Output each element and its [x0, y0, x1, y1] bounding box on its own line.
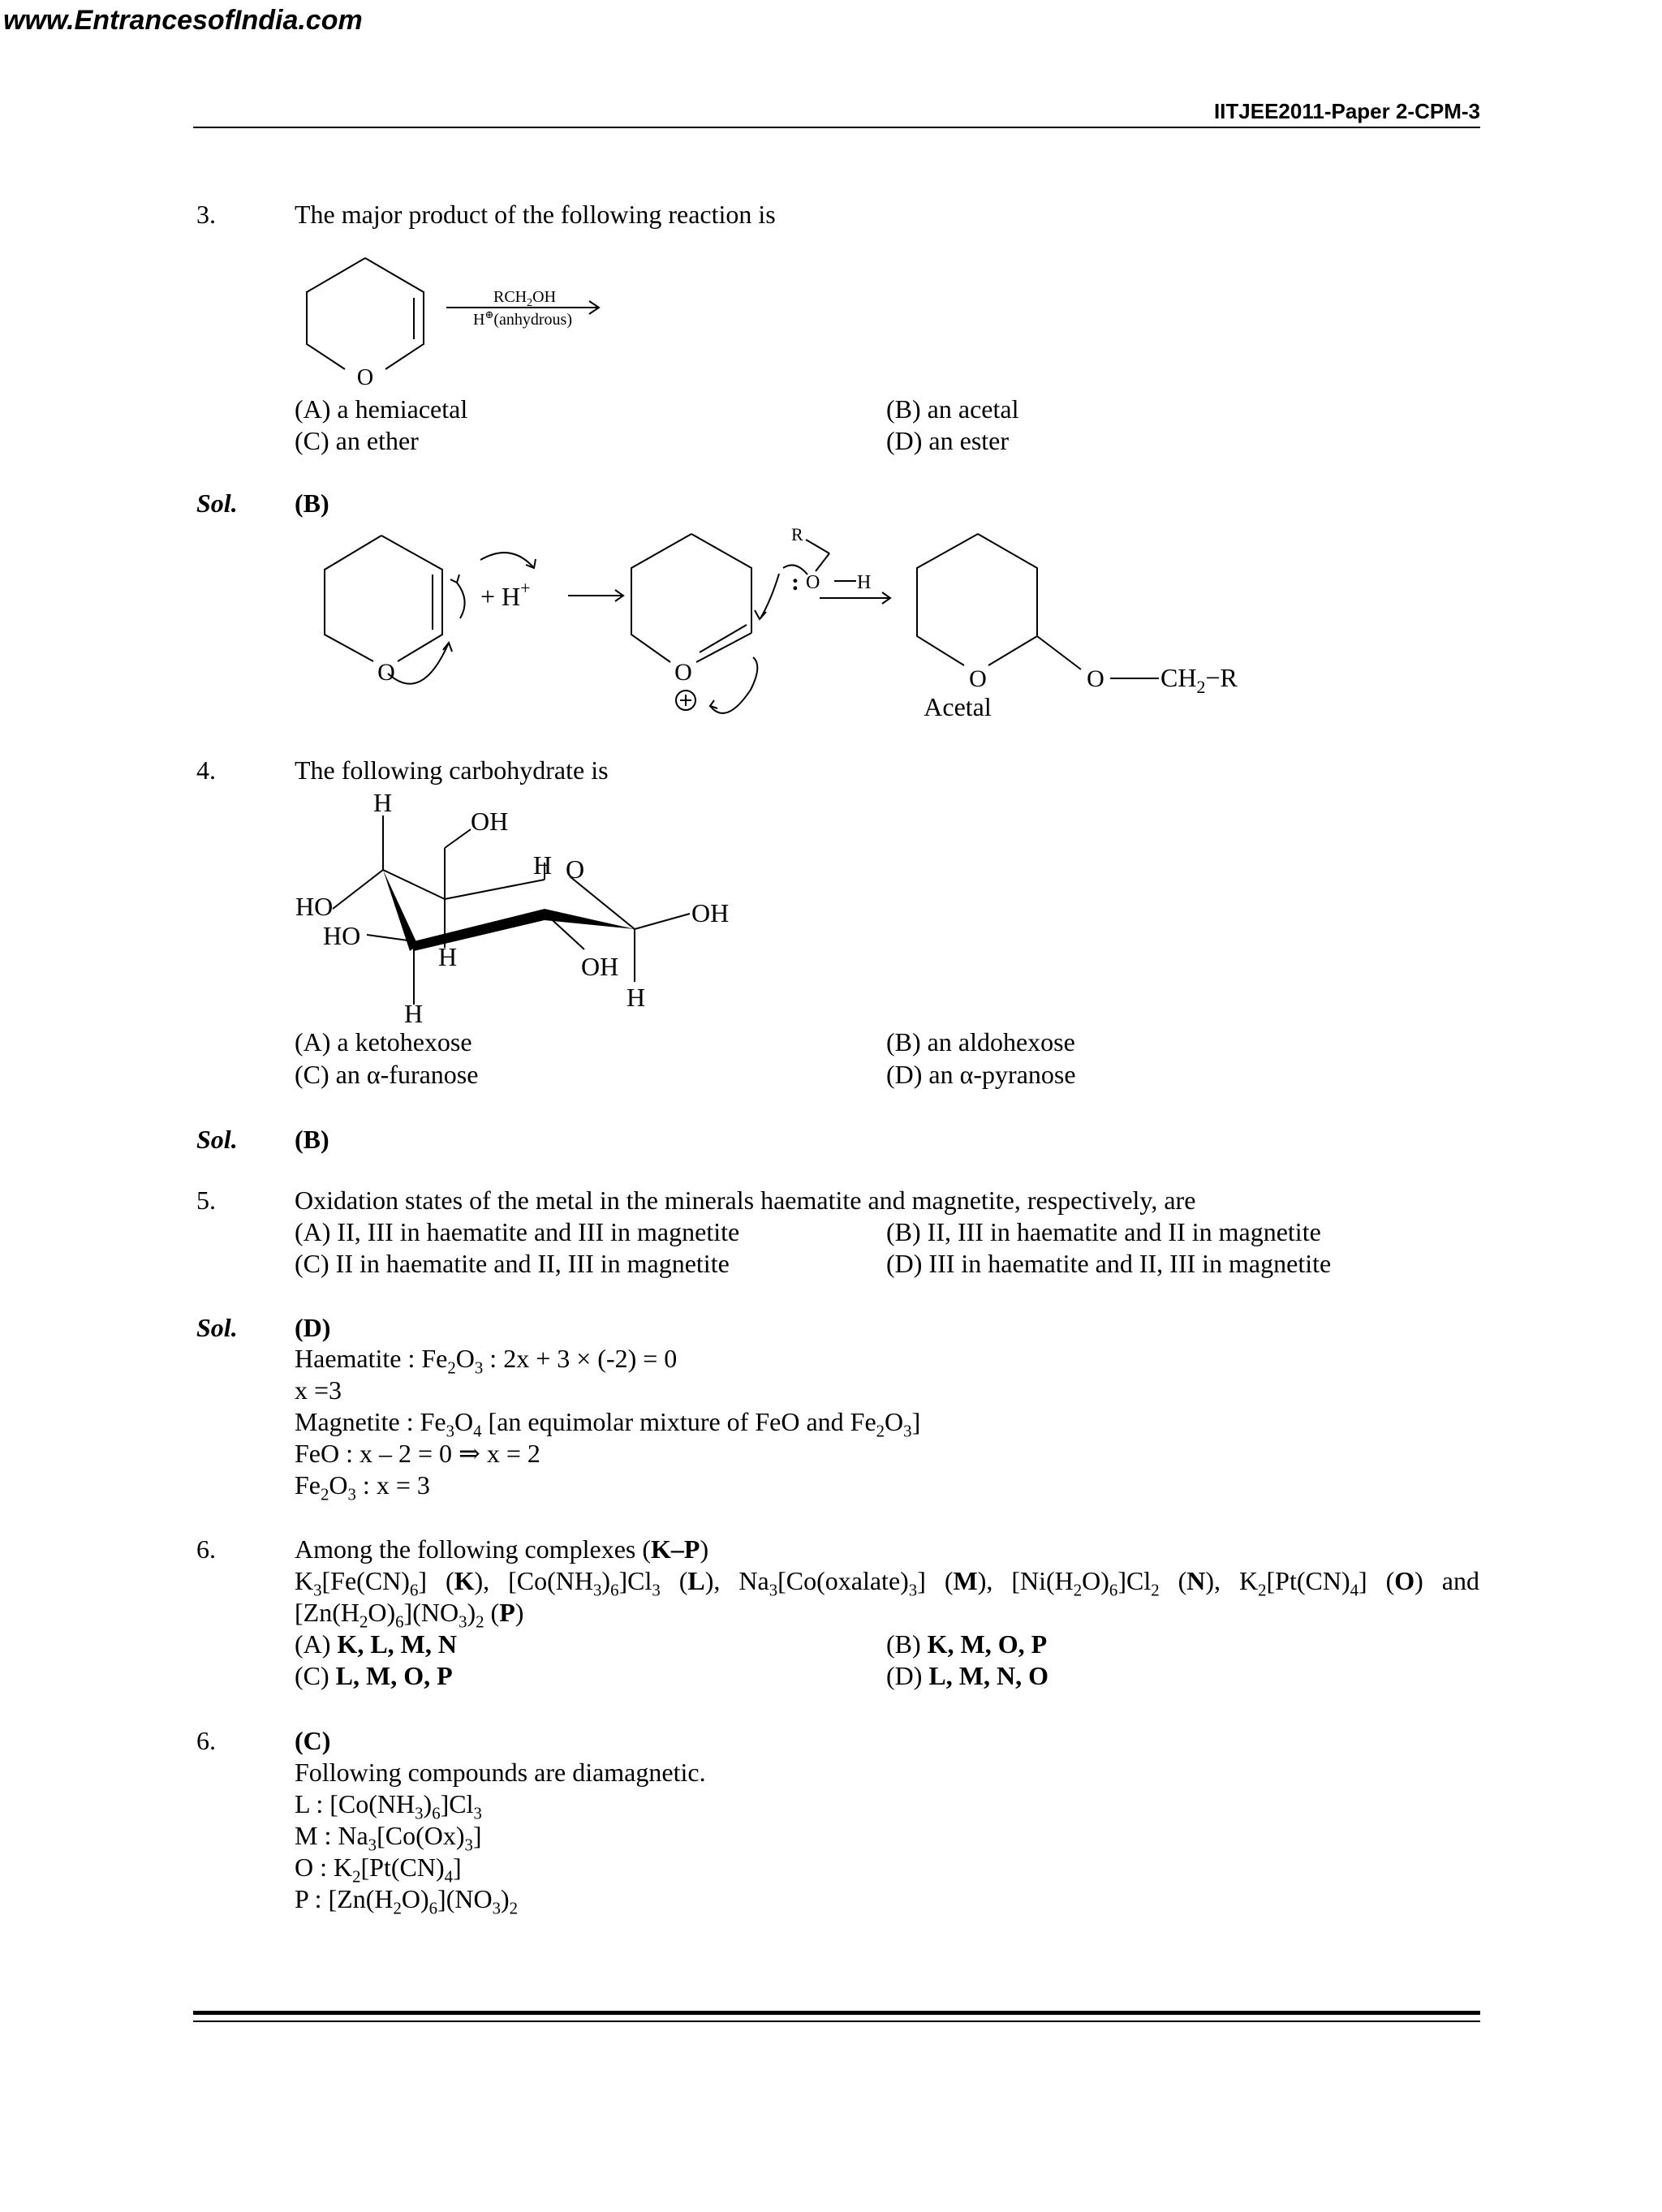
- reaction-scheme-q3: [292, 247, 617, 394]
- solution-number: 6.: [196, 1726, 216, 1755]
- option-d: (D) an α-pyranose: [886, 1060, 1076, 1089]
- option-a: (A) a hemiacetal: [295, 394, 468, 424]
- svg-text:H: H: [533, 850, 553, 880]
- question-number: 6.: [196, 1534, 216, 1564]
- carbohydrate-structure: [292, 787, 779, 1031]
- header-rule: [193, 127, 1480, 128]
- curved-arrow: [710, 657, 757, 713]
- option-c: (C) an α-furanose: [295, 1060, 479, 1089]
- svg-text:OH: OH: [581, 952, 619, 981]
- option-b: (B) K, M, O, P: [886, 1629, 1048, 1659]
- solution-line: Magnetite : $Fe_3O_4$ [an equimolar mixture of FeO and $Fe_2O_3$]: [295, 1407, 921, 1441]
- complex-list: $K_3[Fe(CN)_6]$ (K), $[Co(NH_3)_6]Cl_3$ (L), $Na_3[Co(oxalate)_3]$ (M), $[Ni(H_2O)_6]Cl_2$ (N), $K_2[Pt(CN)_4]$ (O) and: [295, 1566, 1479, 1600]
- solution-line: L : $[Co(NH_3)_6]Cl_3$: [295, 1789, 482, 1823]
- solution-line: M : $Na_3[Co(Ox)_3]$: [295, 1821, 482, 1855]
- watermark[interactable]: www.EntrancesofIndia.com: [3, 5, 363, 36]
- solution-answer: (D): [295, 1313, 331, 1342]
- curved-arrow: [480, 553, 534, 568]
- solution-line: $Fe_2O_3$ : x = 3: [295, 1470, 430, 1504]
- question-text: Oxidation states of the metal in the minerals haematite and magnetite, respectively, are: [295, 1186, 1196, 1215]
- bond: [635, 914, 690, 929]
- option-b: (B) an acetal: [886, 394, 1019, 424]
- svg-text:H: H: [626, 983, 646, 1012]
- curved-arrow: [760, 574, 779, 618]
- option-d: (D) III in haematite and II, III in magnetite: [886, 1249, 1332, 1278]
- svg-text:OH: OH: [471, 807, 509, 836]
- ring-bond: [325, 536, 381, 661]
- r-group: R: [791, 524, 803, 544]
- ring-oxygen: O: [969, 665, 987, 692]
- bond: [806, 540, 829, 553]
- bond: [1037, 636, 1081, 669]
- question-text: Among the following complexes (K–P): [295, 1534, 709, 1564]
- bond: [445, 829, 471, 848]
- bond: [445, 880, 545, 899]
- solution-line: O : $K_2[Pt(CN)_4]$: [295, 1853, 462, 1887]
- solution-line: FeO : x – 2 = 0 ⇒ x = 2: [295, 1439, 540, 1468]
- bond: [333, 870, 383, 909]
- svg-text:RCH2OH: $RCH_2OH$: [493, 288, 557, 309]
- svg-text:OH: OH: [691, 898, 730, 927]
- question-number: 4.: [196, 755, 216, 785]
- footer-rule: [193, 2020, 1480, 2022]
- option-c: (C) an ether: [295, 426, 419, 455]
- option-b: (B) II, III in haematite and II in magnetite: [886, 1217, 1321, 1246]
- arrow-head: [450, 575, 459, 583]
- complex-list: $[Zn(H_2O)_6](NO_3)_2$ (P): [295, 1598, 524, 1632]
- page-header: IITJEE2011-Paper 2-CPM-3: [1213, 99, 1480, 123]
- svg-text:H: H: [857, 572, 872, 593]
- option-d: (D) an ester: [886, 426, 1010, 455]
- svg-text:H: H: [404, 999, 424, 1028]
- svg-text:CH2−R: $CH_2-R$: [1160, 663, 1238, 697]
- solution-answer: (B): [295, 488, 329, 518]
- ring-bond: [978, 534, 1037, 665]
- option-d: (D) L, M, N, O: [886, 1661, 1048, 1690]
- ring-oxygen: O: [356, 365, 374, 390]
- ring-bond: [917, 534, 978, 665]
- solution-line: x =3: [295, 1375, 342, 1405]
- solution-answer: (B): [295, 1125, 329, 1154]
- option-a: (A) a ketohexose: [295, 1027, 472, 1057]
- solution-line: Following compounds are diamagnetic.: [295, 1758, 706, 1787]
- solution-answer: (C): [295, 1726, 331, 1755]
- solution-line: P : $[Zn(H_2O)_6](NO_3)_2$: [295, 1884, 519, 1918]
- ring-bond: [307, 258, 365, 369]
- option-b: (B) an aldohexose: [886, 1027, 1075, 1057]
- question-text: The major product of the following reaction is: [295, 200, 776, 229]
- svg-text:O: O: [806, 572, 820, 593]
- wedge-bond: [414, 909, 545, 951]
- ring-bond: [365, 258, 424, 369]
- solution-label: Sol.: [196, 1125, 238, 1154]
- ring-oxygen: O: [377, 659, 395, 686]
- curved-arrow: [457, 583, 465, 618]
- svg-text:HO: HO: [323, 921, 361, 950]
- option-a: (A) II, III in haematite and III in magnetite: [295, 1217, 740, 1246]
- ring-oxygen: O: [674, 659, 692, 686]
- svg-text:HO: HO: [295, 892, 334, 921]
- ether-oxygen: O: [1087, 665, 1104, 692]
- svg-text:+ H+: + H+: [480, 578, 531, 611]
- question-text: The following carbohydrate is: [295, 755, 609, 785]
- svg-text:H⊕(anhydrous): H⊕(anhydrous): [473, 308, 572, 329]
- acetal-label: Acetal: [924, 692, 992, 721]
- solution-line: Haematite : $Fe_2O_3$ : 2x + 3 × (-2) = 0: [295, 1344, 678, 1378]
- svg-text:O: O: [566, 854, 585, 884]
- option-c: (C) L, M, O, P: [295, 1661, 453, 1690]
- bond: [816, 553, 829, 571]
- solution-label: Sol.: [196, 1313, 238, 1342]
- solution-label: Sol.: [196, 488, 238, 518]
- ring-bond: [631, 534, 691, 662]
- svg-text::: :: [791, 569, 799, 596]
- svg-text:H: H: [438, 942, 458, 971]
- arrow-head: [710, 700, 717, 708]
- question-number: 5.: [196, 1186, 216, 1215]
- footer-rule: [193, 2011, 1480, 2015]
- ring-bond: [691, 534, 751, 633]
- mechanism-diagram: [308, 519, 1282, 730]
- svg-text:H: H: [373, 788, 393, 817]
- question-number: 3.: [196, 200, 216, 229]
- option-c: (C) II in haematite and II, III in magnetite: [295, 1249, 730, 1278]
- option-a: (A) K, L, M, N: [295, 1629, 457, 1659]
